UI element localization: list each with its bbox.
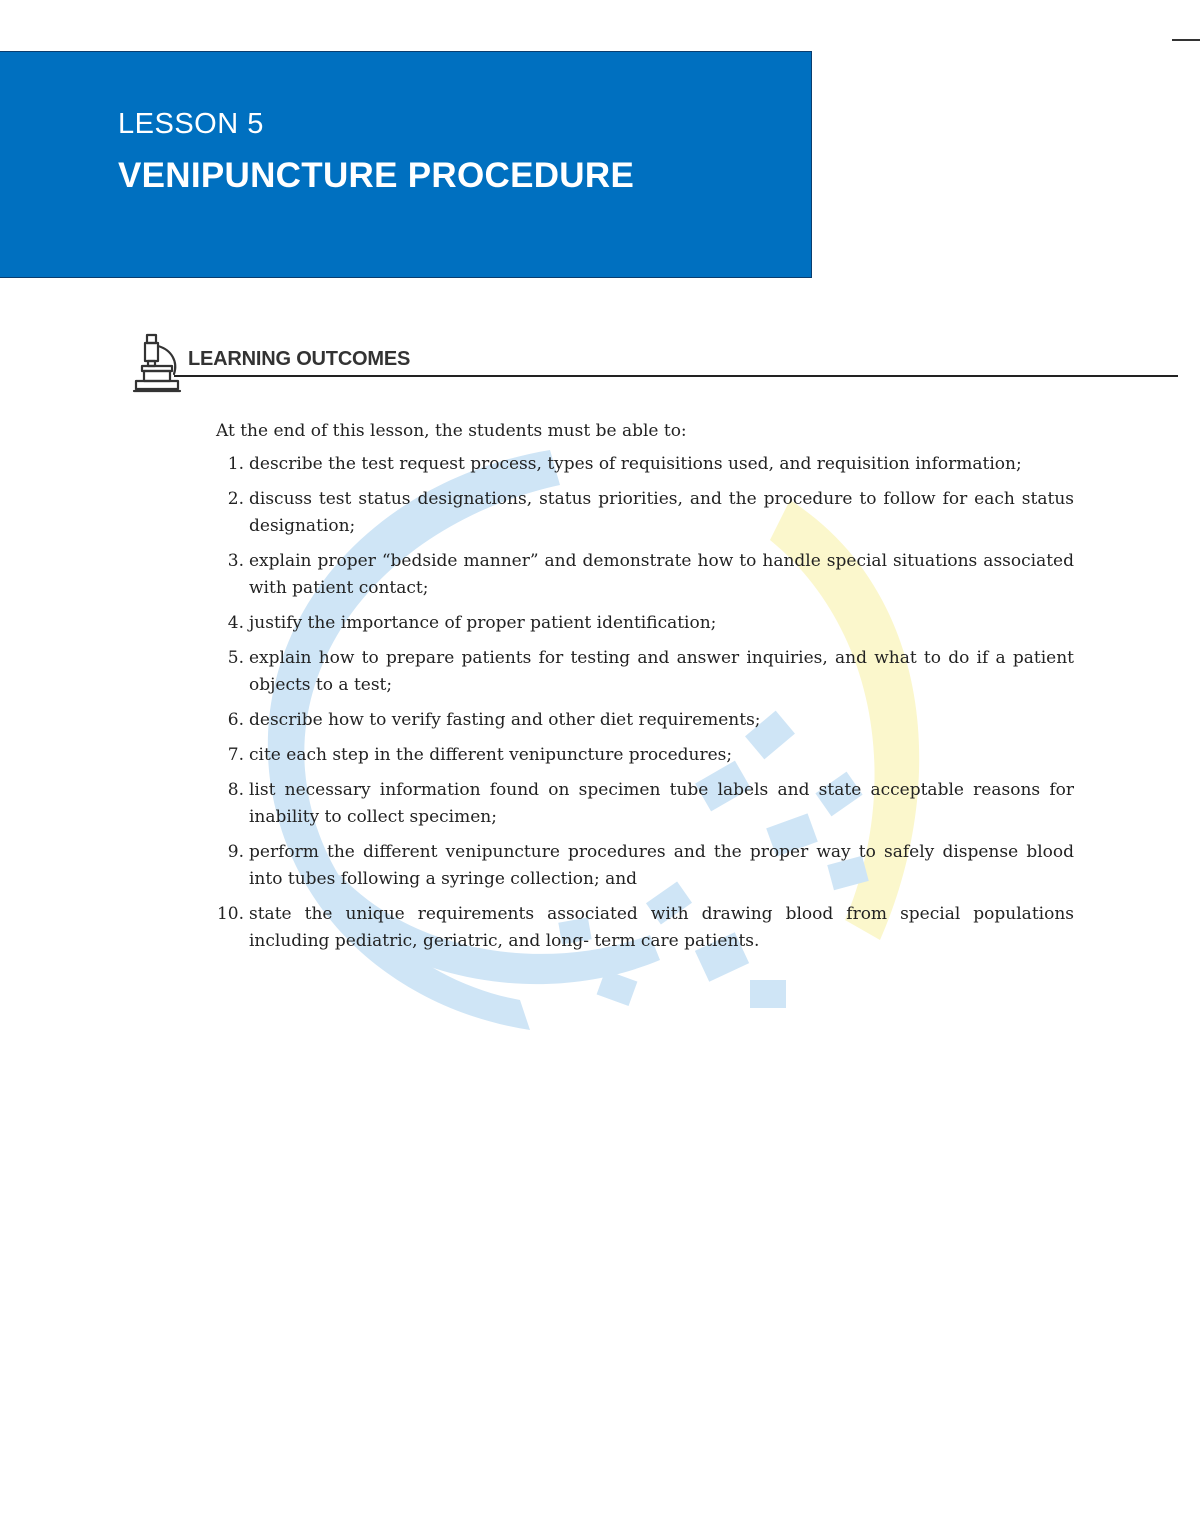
outcome-item	[214, 645, 1074, 699]
lesson-title: VENIPUNCTURE PROCEDURE	[118, 156, 635, 195]
outcome-item	[214, 777, 1074, 831]
outcome-item	[214, 610, 1074, 637]
outcome-number: 6.	[227, 710, 244, 730]
lesson-number: LESSON 5	[118, 108, 264, 140]
top-right-rule	[1172, 39, 1200, 41]
outcome-item	[214, 486, 1074, 540]
intro-text: At the end of this lesson, the students must be able to:	[216, 421, 687, 441]
learning-outcomes-header	[132, 332, 1178, 394]
outcome-item	[214, 548, 1074, 602]
outcome-number: 10.	[216, 904, 244, 924]
outcome-number: 1.	[227, 454, 244, 474]
outcome-item	[214, 451, 1074, 478]
outcome-number: 3.	[227, 551, 244, 571]
outcome-text: describe the test request process, types of requisitions used, and requisition information;	[249, 454, 1022, 474]
outcome-number: 8.	[227, 780, 244, 800]
outcome-text: explain how to prepare patients for testing and answer inquiries, and what to do if a patient objects to a test;	[249, 648, 1074, 695]
outcome-text: justify the importance of proper patient identification;	[249, 613, 717, 633]
outcome-text: discuss test status designations, status priorities, and the procedure to follow for each status designation;	[249, 489, 1074, 536]
outcome-text: explain proper “bedside manner” and demonstrate how to handle special situations associated with patient contact;	[249, 551, 1074, 598]
outcome-text: cite each step in the different venipuncture procedures;	[249, 745, 733, 765]
outcome-text: perform the different venipuncture procedures and the proper way to safely dispense blood into tubes following a syringe collection; and	[249, 842, 1074, 889]
outcome-number: 5.	[227, 648, 244, 668]
outcome-item	[214, 839, 1074, 893]
lesson-header-band	[0, 51, 812, 278]
microscope-icon	[132, 332, 184, 394]
outcome-item	[214, 901, 1074, 955]
outcome-text: list necessary information found on specimen tube labels and state acceptable reasons for inability to collect specimen;	[249, 780, 1074, 827]
learning-outcomes-heading: LEARNING OUTCOMES	[188, 348, 411, 370]
outcome-number: 9.	[227, 842, 244, 862]
watermark-block	[750, 980, 786, 1008]
outcome-text: state the unique requirements associated with drawing blood from special populations including pediatric, geriatric, and long- term care patients.	[249, 904, 1074, 951]
outcome-number: 4.	[227, 613, 244, 633]
section-divider	[174, 375, 1178, 377]
outcome-number: 7.	[227, 745, 244, 765]
outcome-item	[214, 742, 1074, 769]
outcome-item	[214, 707, 1074, 734]
learning-outcomes-list	[214, 451, 1074, 963]
outcome-number: 2.	[227, 489, 244, 509]
outcome-text: describe how to verify fasting and other diet requirements;	[249, 710, 761, 730]
